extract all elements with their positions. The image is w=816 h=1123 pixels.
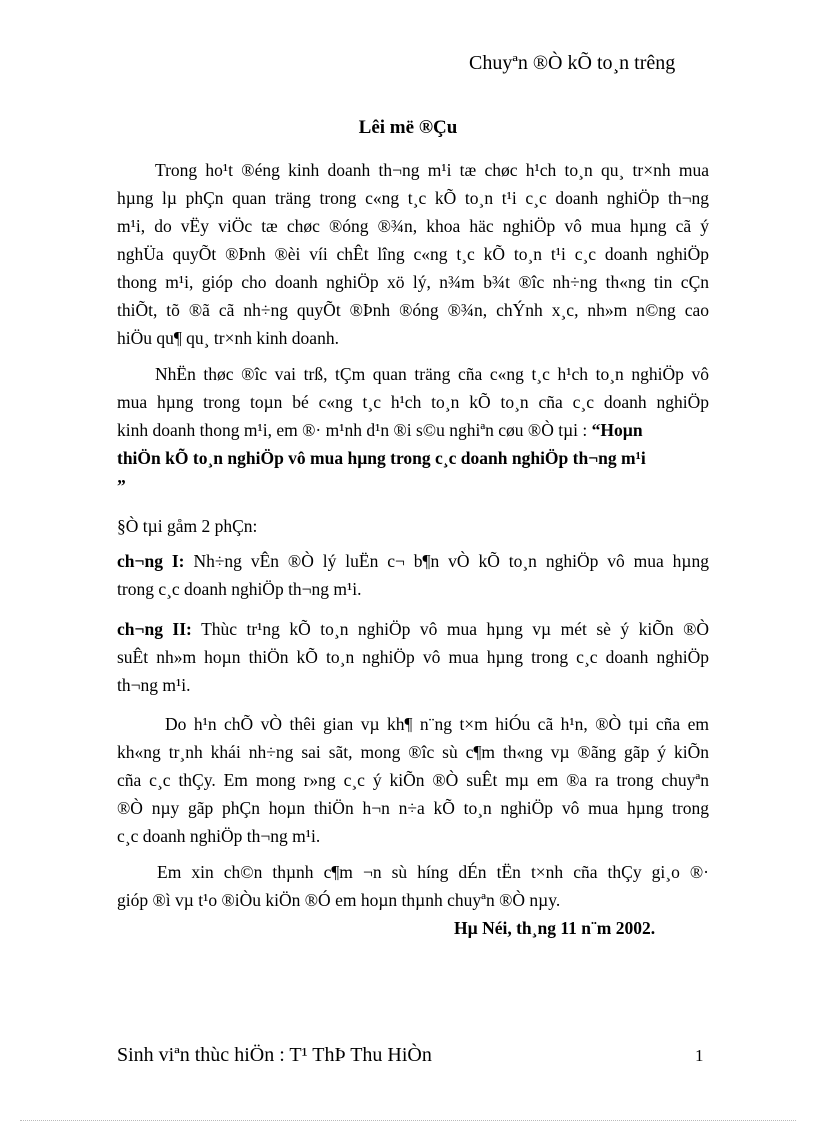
chapter-2-line-1: [117, 615, 709, 643]
topic-title-start: “Hoµn: [591, 420, 643, 440]
p1-line-7: hiÖu qu¶ qu¸ tr×nh kinh doanh.: [117, 328, 339, 348]
p2-line-3-text: kinh doanh thong m¹i, em ®· m¹nh d¹n ®i s©u nghiªn cøu ®Ò tµi :: [117, 420, 588, 440]
p1-line-4: nghÜa quyÕt ®Þnh ®èi víi chÊt lîng c«ng t¸c kÕ to¸n t¹i c¸c doanh nghiÖp: [117, 244, 709, 264]
chapter-2-label: ch¬ng II:: [117, 619, 192, 639]
sections-intro: §Ò tµi gåm 2 phÇn:: [117, 516, 258, 536]
p2-line-1: NhËn thøc ®îc vai trß, tÇm quan träng cña c«ng t¸c h¹ch to¸n nghiÖp vô: [155, 364, 709, 384]
chapter-2-line-2: suÊt nh»m hoµn thiÖn kÕ to¸n nghiÖp vô mua hµng trong c¸c doanh nghiÖp: [117, 647, 709, 667]
chapter-2-line-3: th¬ng m¹i.: [117, 675, 191, 695]
p1-line-3: m¹i, do vËy viÖc tæ chøc ®óng ®¾n, khoa häc nghiÖp vô mua hµng cã ý: [117, 216, 709, 236]
p1-line-1: Trong ho¹t ®éng kinh doanh th¬ng m¹i tæ chøc h¹ch to¸n qu¸ tr×nh mua: [155, 160, 709, 180]
running-header: Chuyªn ®Ò kÕ to¸n trêng: [469, 52, 676, 74]
topic-title-close: ”: [117, 476, 126, 496]
page-number: 1: [695, 1046, 704, 1065]
p1-line-5: thong m¹i, gióp cho doanh nghiÖp xö lý, n¾m b¾t ®îc nh÷ng th«ng tin cÇn: [117, 272, 709, 292]
p5-line-1: Em xin ch©n thµnh c¶m ¬n sù híng dÉn tËn t×nh cña thÇy gi¸o ®·: [157, 862, 709, 882]
page-bottom-divider: [20, 1120, 796, 1121]
p1-line-6: thiÕt, tõ ®ã cã nh÷ng quyÕt ®Þnh ®óng ®¾n, chÝnh x¸c, nh»m n©ng cao: [117, 300, 709, 320]
chapter-1-label: ch¬ng I:: [117, 551, 185, 571]
p4-line-3: cña c¸c thÇy. Em mong r»ng c¸c ý kiÕn ®Ò suÊt mµ em ®a ra trong chuyªn: [117, 770, 709, 790]
date-line: Hµ Néi, th¸ng 11 n¨m 2002.: [454, 918, 656, 938]
page-title: Lêi më ®Çu: [358, 117, 458, 138]
topic-title-line: thiÖn kÕ to¸n nghiÖp vô mua hµng trong c¸c doanh nghiÖp th¬ng m¹i: [117, 448, 646, 468]
p4-line-2: kh«ng tr¸nh khái nh÷ng sai sãt, mong ®îc sù c¶m th«ng vµ ®ãng gãp ý kiÕn: [117, 742, 709, 762]
p4-line-4: ®Ò nµy gãp phÇn hoµn thiÖn h¬n n÷a kÕ to¸n nghiÖp vô mua hµng trong: [117, 798, 709, 818]
chapter-2-text: Thùc tr¹ng kÕ to¸n nghiÖp vô mua hµng vµ mét sè ý kiÕn ®Ò: [201, 619, 710, 639]
p4-line-1: Do h¹n chÕ vÒ thêi gian vµ kh¶ n¨ng t×m hiÓu cã h¹n, ®Ò tµi cña em: [165, 714, 709, 734]
chapter-1-line-2: trong c¸c doanh nghiÖp th¬ng m¹i.: [117, 579, 362, 599]
author-footer: Sinh viªn thùc hiÖn : T¹ ThÞ Thu HiÒn: [117, 1044, 432, 1066]
p4-line-5: c¸c doanh nghiÖp th¬ng m¹i.: [117, 826, 321, 846]
chapter-1-line-1: [117, 547, 709, 575]
p5-line-2: gióp ®ì vµ t¹o ®iÒu kiÖn ®Ó em hoµn thµnh chuyªn ®Ò nµy.: [117, 890, 561, 910]
p1-line-2: hµng lµ phÇn quan träng trong c«ng t¸c kÕ to¸n t¹i c¸c doanh nghiÖp th¬ng: [117, 188, 709, 208]
chapter-1-text: Nh÷ng vÊn ®Ò lý luËn c¬ b¶n vÒ kÕ to¸n nghiÖp vô mua hµng: [193, 551, 710, 571]
p2-line-2: mua hµng trong toµn bé c«ng t¸c h¹ch to¸n kÕ to¸n cña c¸c doanh nghiÖp: [117, 392, 709, 412]
p2-line-3: [117, 416, 643, 444]
